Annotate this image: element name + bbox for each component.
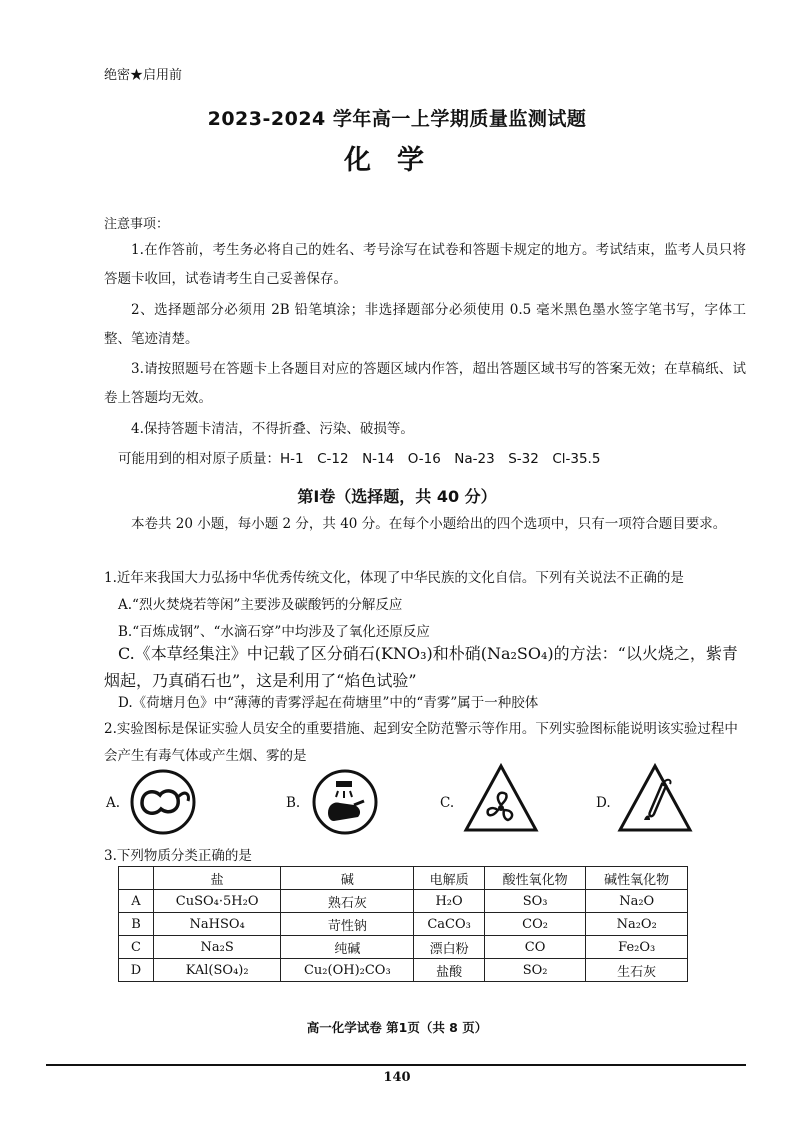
table-cell: Na₂O [586, 890, 688, 913]
table-header-cell: 酸性氧化物 [484, 867, 586, 890]
table-cell: C [119, 936, 154, 959]
table-header-cell [119, 867, 154, 890]
goggles-icon [128, 767, 198, 841]
q1-stem: 1.近年来我国大力弘扬中华优秀传统文化，体现了中华民族的文化自信。下列有关说法不正确的是 [104, 570, 684, 586]
table-header-row [119, 867, 688, 890]
table-row [119, 936, 688, 959]
table-cell: 盐酸 [414, 959, 484, 982]
table-header-cell: 碱性氧化物 [586, 867, 688, 890]
table-cell: CaCO₃ [414, 913, 484, 936]
table-cell: Fe₂O₃ [586, 936, 688, 959]
heating-tube-icon [616, 762, 694, 838]
table-cell: KAl(SO₄)₂ [154, 959, 281, 982]
table-cell: 纯碱 [281, 936, 414, 959]
subject-title: 化学 [344, 145, 450, 176]
exhaust-fan-icon [462, 762, 540, 838]
table-row [119, 913, 688, 936]
page-number: 140 [383, 1070, 411, 1085]
table-cell: CuSO₄·5H₂O [154, 890, 281, 913]
notice-heading: 注意事项： [104, 217, 170, 232]
confidential-mark: 绝密★启用前 [104, 68, 183, 83]
hand-wash-icon [310, 767, 380, 841]
table-cell: 生石灰 [586, 959, 688, 982]
q3-stem: 3.下列物质分类正确的是 [104, 848, 252, 864]
q2-label-c: C. [440, 795, 455, 811]
table-cell: 漂白粉 [414, 936, 484, 959]
table-cell: A [119, 890, 154, 913]
table-cell: CO₂ [484, 913, 586, 936]
table-cell: CO [484, 936, 586, 959]
table-cell: Cu₂(OH)₂CO₃ [281, 959, 414, 982]
table-cell: SO₃ [484, 890, 586, 913]
table-cell: 苛性钠 [281, 913, 414, 936]
notice-item-3: 3.请按照题号在答题卡上各题目对应的答题区域内作答，超出答题区域书写的答案无效；在草稿纸、试卷上答题均无效。 [104, 361, 746, 406]
table-header-cell: 电解质 [414, 867, 484, 890]
table-cell: B [119, 913, 154, 936]
table-header-cell: 碱 [281, 867, 414, 890]
q2-label-d: D. [596, 795, 611, 811]
q1-option-d: D.《荷塘月色》中“薄薄的青雾浮起在荷塘里”中的“青雾”属于一种胶体 [118, 695, 539, 711]
q2-stem: 2.实验图标是保证实验人员安全的重要措施、起到安全防范警示等作用。下列实验图标能说明该实验过程中会产生有毒气体或产生烟、雾的是 [104, 721, 738, 764]
page-footer: 高一化学试卷 第1页（共 8 页） [306, 1020, 488, 1035]
q2-label-b: B. [286, 795, 301, 811]
atomic-masses: 可能用到的相对原子质量：H-1 C-12 N-14 O-16 Na-23 S-32 Cl-35.5 [118, 451, 601, 467]
notice-item-4: 4.保持答题卡清洁，不得折叠、污染、破损等。 [131, 421, 414, 437]
q1-option-b: B.“百炼成钢”、“水滴石穿”中均涉及了氧化还原反应 [118, 624, 430, 640]
q1-option-a: A.“烈火焚烧若等闲”主要涉及碳酸钙的分解反应 [118, 597, 403, 613]
footer-divider [46, 1064, 746, 1066]
table-header-cell: 盐 [154, 867, 281, 890]
table-cell: NaHSO₄ [154, 913, 281, 936]
table-row [119, 890, 688, 913]
classification-table [118, 866, 688, 982]
table-cell: D [119, 959, 154, 982]
table-cell: Na₂O₂ [586, 913, 688, 936]
section1-note: 本卷共 20 小题，每小题 2 分，共 40 分。在每个小题给出的四个选项中，只有一项符合题目要求。 [131, 516, 727, 532]
notice-item-1: 1.在作答前，考生务必将自己的姓名、考号涂写在试卷和答题卡规定的地方。考试结束，监考人员只将答题卡收回，试卷请考生自己妥善保存。 [104, 242, 746, 287]
table-cell: 熟石灰 [281, 890, 414, 913]
q1-option-c: C.《本草经集注》中记载了区分硝石(KNO₃)和朴硝(Na₂SO₄)的方法：“以火烧之，紫青烟起，乃真硝石也”，这是利用了“焰色试验” [104, 644, 738, 690]
table-cell: Na₂S [154, 936, 281, 959]
notice-item-2: 2、选择题部分必须用 2B 铅笔填涂；非选择题部分必须使用 0.5 毫米黑色墨水签字笔书写，字体工整、笔迹清楚。 [104, 302, 746, 347]
table-cell: H₂O [414, 890, 484, 913]
table-row [119, 959, 688, 982]
section1-title: 第Ⅰ卷（选择题，共 40 分） [297, 487, 497, 506]
table-cell: SO₂ [484, 959, 586, 982]
exam-title: 2023-2024 学年高一上学期质量监测试题 [207, 108, 587, 130]
q2-label-a: A. [106, 795, 121, 811]
